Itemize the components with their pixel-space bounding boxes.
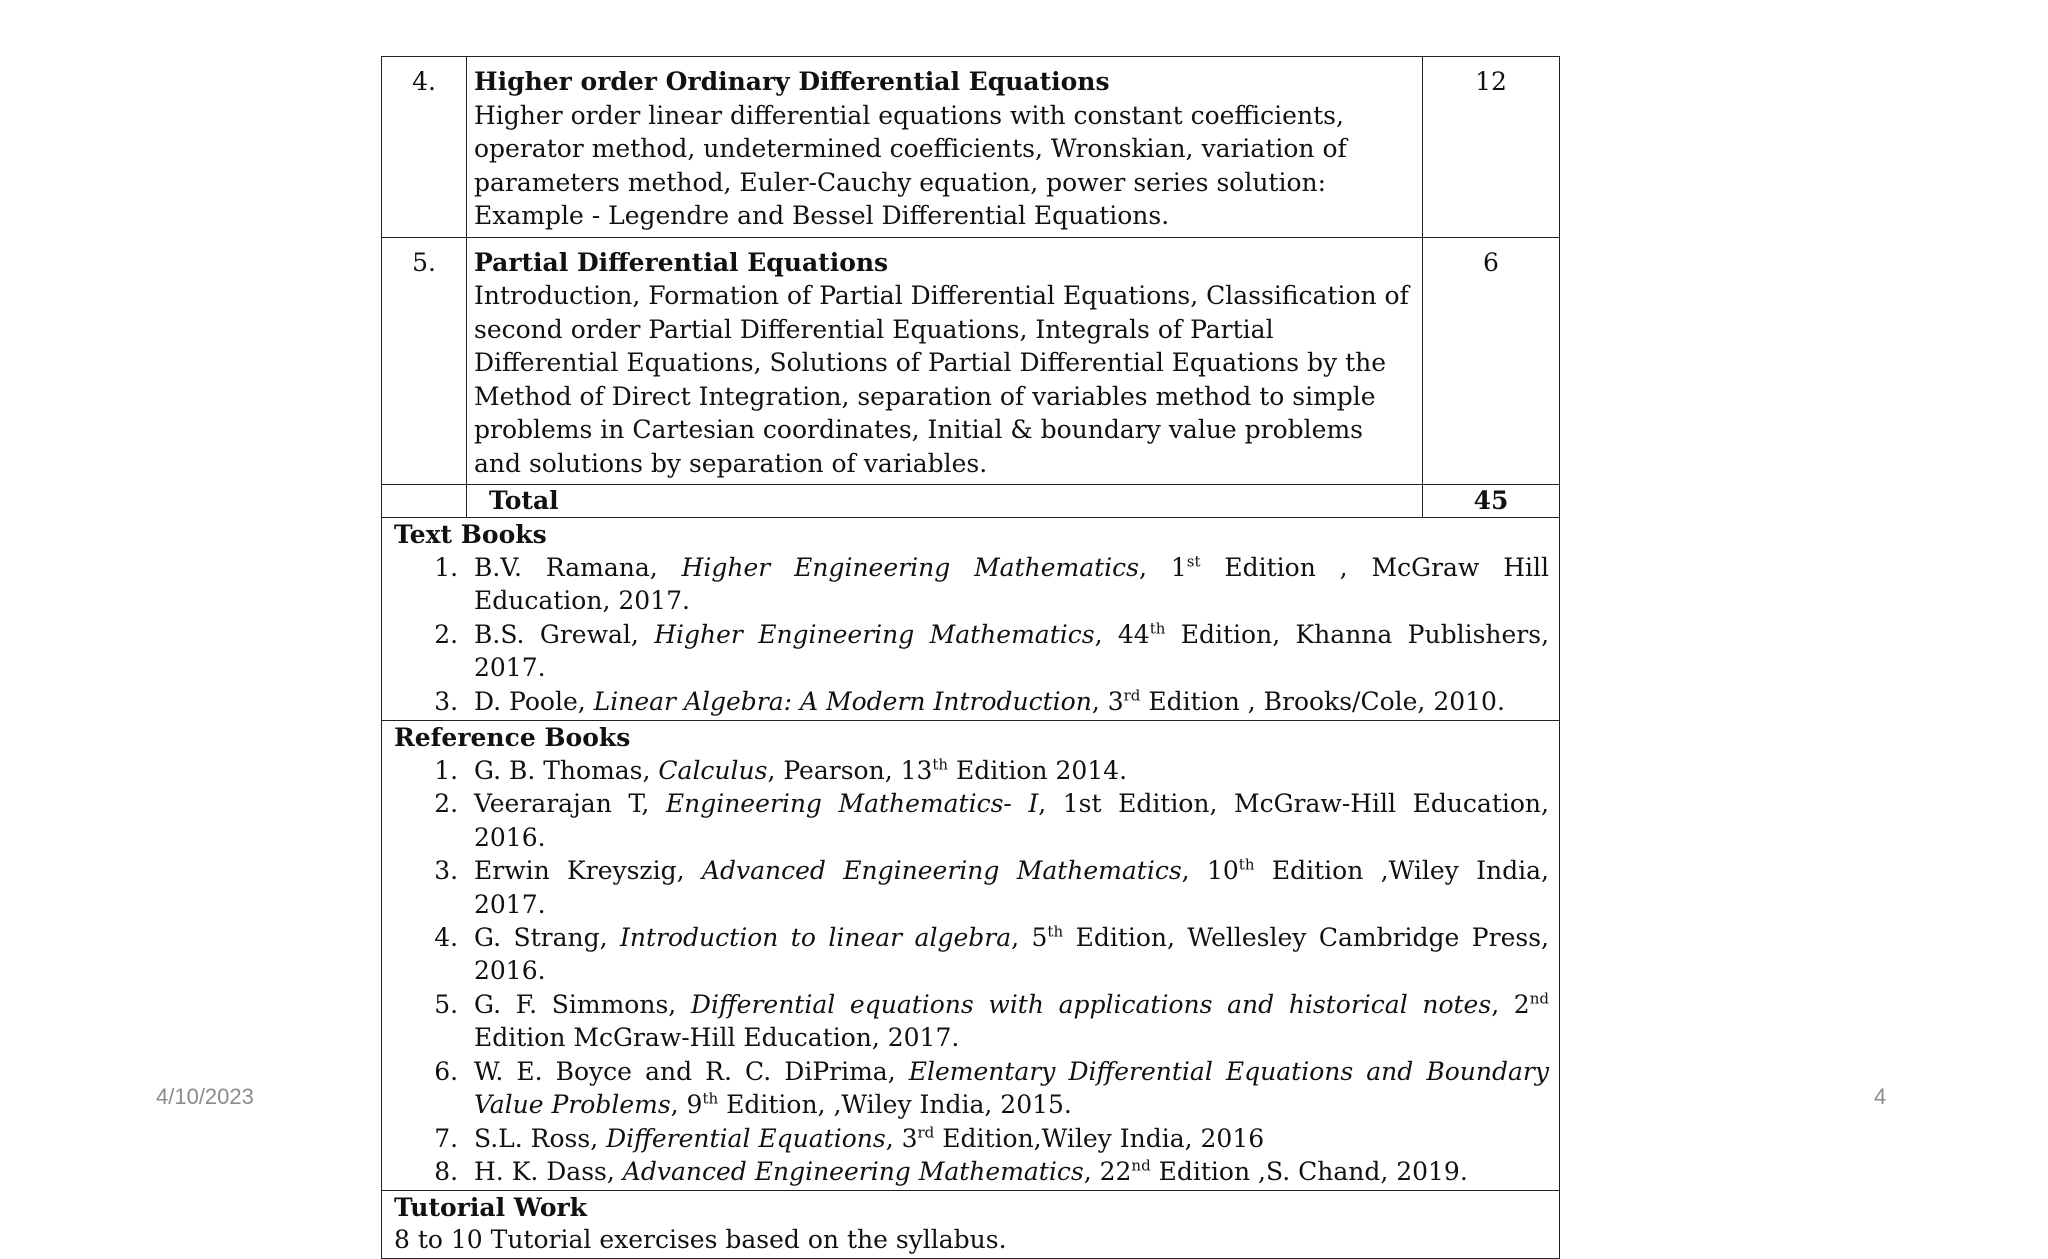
- book-edition-suffix: th: [1238, 855, 1255, 874]
- book-edition-prefix: , 3: [1091, 686, 1124, 716]
- module-title: Partial Differential Equations: [474, 247, 889, 277]
- total-hours: 45: [1423, 485, 1560, 518]
- book-authors: Erwin Kreyszig,: [474, 856, 702, 886]
- slide-page-number: 4: [1874, 1084, 1887, 1109]
- total-row: [382, 485, 1560, 518]
- module-hours: 12: [1423, 57, 1560, 238]
- book-entry: [466, 551, 1549, 618]
- book-edition-suffix: rd: [917, 1123, 935, 1142]
- book-edition-prefix: , 10: [1181, 856, 1239, 886]
- tutorial-row: [382, 1191, 1560, 1259]
- book-authors: G. F. Simmons,: [474, 989, 691, 1019]
- module-description: Higher order linear differential equations with constant coefficients, operator method, undetermined coefficients, Wronskian, variation of parameters method, Euler-Cauchy equation, power series solution: Example - Legendre and Bessel Differential Equations.: [474, 100, 1347, 230]
- book-edition-prefix: , 2: [1491, 989, 1530, 1019]
- book-publisher: Edition, Khanna Publishers, 2017.: [474, 619, 1550, 683]
- total-empty-cell: [382, 485, 467, 518]
- text-books-list: [394, 551, 1549, 718]
- syllabus-table: [381, 56, 1560, 1259]
- module-number: 5.: [382, 237, 467, 485]
- module-content: [467, 57, 1423, 238]
- book-authors: W. E. Boyce and R. C. DiPrima,: [474, 1056, 909, 1086]
- reference-books-row: [382, 721, 1560, 1191]
- book-publisher: Edition,Wiley India, 2016: [934, 1123, 1265, 1153]
- book-publisher: Edition ,S. Chand, 2019.: [1150, 1156, 1468, 1186]
- book-publisher: Edition 2014.: [948, 756, 1128, 786]
- book-entry: [466, 787, 1549, 854]
- book-authors: Veerarajan T,: [474, 789, 666, 819]
- book-entry: [466, 1155, 1549, 1188]
- book-title: Calculus: [658, 756, 768, 786]
- text-books-section: [382, 518, 1560, 721]
- slide-date: 4/10/2023: [156, 1084, 254, 1109]
- text-books-heading: Text Books: [394, 520, 547, 549]
- module-description: Introduction, Formation of Partial Differential Equations, Classification of second order Partial Differential Equations, Integrals of Partial Differential Equations, Solutions of Partial Differential Equations by the Method of Direct Integration, separation of variables method to simple problems in Cartesian coordinates, Initial & boundary value problems and solutions by separation of variables.: [474, 281, 1409, 478]
- book-title: Elementary Differential Equations and Boundary Value Problems: [474, 1056, 1549, 1120]
- book-edition-prefix: , 9: [670, 1090, 703, 1120]
- book-title: Introduction to linear algebra: [620, 923, 1012, 953]
- book-entry: [466, 1122, 1549, 1155]
- book-edition-prefix: , 44: [1094, 619, 1150, 649]
- book-entry: [466, 854, 1549, 921]
- book-authors: B.V. Ramana,: [474, 553, 682, 582]
- book-edition-suffix: th: [932, 755, 949, 774]
- module-hours: 6: [1423, 237, 1560, 485]
- book-publisher: Edition , Brooks/Cole, 2010.: [1140, 686, 1505, 716]
- book-authors: H. K. Dass,: [474, 1156, 623, 1186]
- book-title: Differential equations with applications and historical notes: [690, 989, 1492, 1019]
- reference-books-list: [394, 754, 1549, 1188]
- book-entry: [466, 685, 1549, 718]
- book-edition-suffix: th: [1047, 922, 1064, 941]
- book-publisher: Edition, ,Wiley India, 2015.: [718, 1090, 1072, 1120]
- book-authors: D. Poole,: [474, 686, 594, 716]
- tutorial-text: 8 to 10 Tutorial exercises based on the syllabus.: [394, 1225, 1007, 1255]
- book-title: Higher Engineering Mathematics: [681, 553, 1140, 582]
- book-edition-prefix: , 22: [1083, 1156, 1132, 1186]
- book-entry: [466, 1055, 1549, 1122]
- book-title: Higher Engineering Mathematics: [654, 619, 1095, 649]
- module-row: [382, 237, 1560, 485]
- book-edition-prefix: , 1st Edition, McGraw-Hill Education, 2016.: [474, 789, 1549, 852]
- tutorial-section: [382, 1191, 1560, 1259]
- book-publisher: Edition , McGraw Hill Education, 2017.: [474, 553, 1549, 616]
- book-edition-suffix: th: [702, 1089, 719, 1108]
- book-edition-suffix: nd: [1529, 989, 1549, 1008]
- book-entry: [466, 921, 1549, 988]
- book-title: Advanced Engineering Mathematics: [701, 856, 1182, 886]
- book-authors: S.L. Ross,: [474, 1123, 607, 1153]
- book-edition-prefix: , Pearson, 13: [767, 756, 933, 786]
- book-publisher: Edition McGraw-Hill Education, 2017.: [474, 1023, 960, 1053]
- book-edition-prefix: , 3: [885, 1123, 918, 1153]
- total-label: Total: [467, 485, 1423, 518]
- book-title: Engineering Mathematics- I: [665, 789, 1039, 819]
- tutorial-heading: Tutorial Work: [394, 1193, 587, 1223]
- book-edition-suffix: rd: [1123, 686, 1141, 705]
- module-number: 4.: [382, 57, 467, 238]
- book-publisher: Edition ,Wiley India, 2017.: [474, 856, 1549, 919]
- module-title: Higher order Ordinary Differential Equations: [474, 67, 1110, 96]
- text-books-row: [382, 518, 1560, 721]
- book-authors: B.S. Grewal,: [474, 619, 655, 649]
- book-entry: [466, 988, 1549, 1055]
- book-edition-suffix: th: [1149, 619, 1166, 638]
- book-edition-prefix: , 5: [1011, 923, 1048, 953]
- book-entry: [466, 754, 1549, 787]
- book-title: Differential Equations: [606, 1123, 886, 1153]
- book-authors: G. Strang,: [474, 923, 621, 953]
- book-edition-prefix: , 1: [1139, 553, 1187, 582]
- module-row: [382, 57, 1560, 238]
- book-edition-suffix: nd: [1131, 1156, 1151, 1175]
- book-title: Linear Algebra: A Modern Introduction: [593, 686, 1092, 716]
- book-publisher: Edition, Wellesley Cambridge Press, 2016.: [474, 923, 1549, 986]
- book-title: Advanced Engineering Mathematics: [622, 1156, 1084, 1186]
- reference-books-heading: Reference Books: [394, 723, 631, 753]
- reference-books-section: [382, 721, 1560, 1191]
- module-content: [467, 237, 1423, 485]
- book-edition-suffix: st: [1186, 552, 1201, 571]
- book-authors: G. B. Thomas,: [474, 756, 659, 786]
- book-entry: [466, 618, 1549, 685]
